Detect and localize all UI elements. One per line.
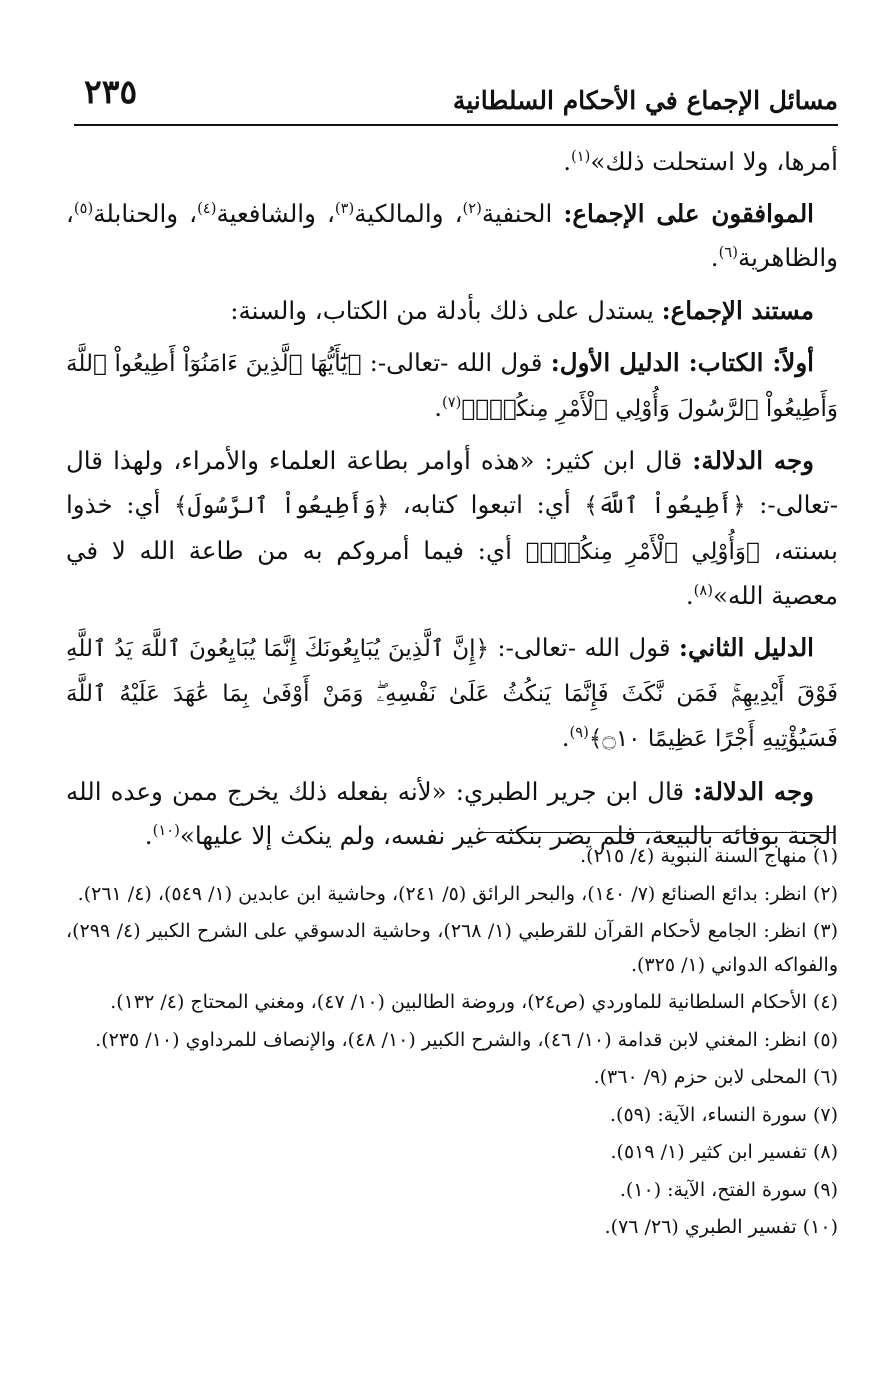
footnote (66, 986, 838, 1020)
paragraph-basis (66, 289, 838, 333)
footnote-text: تفسير الطبري (٢٦/ ٧٦). (604, 1216, 797, 1238)
footnote (66, 878, 838, 912)
footnote (66, 1061, 838, 1095)
paragraph-text: أمرها، ولا استحلت ذلك» (590, 147, 838, 176)
paragraph-text: يستدل على ذلك بأدلة من الكتاب، والسنة: (230, 295, 662, 325)
footnote-ref: (٣) (334, 200, 355, 218)
school-hanbali: ، والحنابلة (93, 199, 198, 229)
footnote-number: (٢) (812, 882, 838, 905)
paragraph-text: قول الله -تعالى-: (488, 633, 679, 663)
footnote (66, 1211, 838, 1245)
footnote-number: (٤) (812, 991, 838, 1013)
footnote-text: منهاج السنة النبوية (٤/ ٢١٥). (580, 845, 807, 867)
footnote (66, 1024, 838, 1058)
footnote-number: (٧) (812, 1103, 838, 1126)
school-hanafi: الحنفية (481, 199, 564, 229)
paragraph-second-inference: وجه الدلالة: قال ابن جرير الطبري: «لأنه بفعله ذلك يخرج ممن وعده الله الجنة بوفائه بالبيعة، فلم يضر بنكثه غير نفسه، ولم ينكث إلا عليها»$^{(١٠)}$. (66, 776, 838, 850)
paragraph-text: قال ابن جرير الطبري: «لأنه بفعله ذلك يخرج ممن وعده الله الجنة بوفائه بالبيعة، فلم يضر بنكثه غير نفسه، ولم ينكث إلا عليها» (66, 776, 838, 850)
footnote (66, 1136, 838, 1170)
quran-verse: ﴿وَأَطِيعُواْ ٱلرَّسُولَ﴾ (173, 493, 390, 520)
footnote-ref: (٤) (197, 200, 217, 218)
paragraph-text: أي: اتبعوا كتابه، (389, 490, 585, 520)
quran-verse: ﴿وَأُوْلِي ٱلْأَمْرِ مِنكُمْۖ﴾ (525, 538, 760, 565)
footnote-text: سورة الفتح، الآية: (١٠). (619, 1178, 807, 1201)
footnote-text: انظر: بدائع الصنائع (٧/ ١٤٠)، والبحر الرائق (٥/ ٢٤١)، وحاشية ابن عابدين (١/ ٥٤٩)، (٤/ ٢٦١). (77, 882, 807, 905)
section-heading: الدليل الثاني: (678, 633, 814, 663)
page-number: ٢٣٥ (84, 72, 138, 111)
school-maliki: ، والمالكية (354, 199, 463, 229)
quran-verse: ﴿يَٰٓأَيُّهَا ٱلَّذِينَ ءَامَنُوٓاْ أَطِيعُواْ ٱللَّهَ وَأَطِيعُواْ ٱلرَّسُولَ وَأُوْلِي ٱلْأَمْرِ مِنكُمْۖ﴾ (66, 350, 838, 423)
paragraph-text: أي: فيما أمروكم به من طاعة الله لا في معصية الله» (66, 535, 838, 610)
footnote-text: سورة النساء، الآية: (٥٩). (610, 1103, 807, 1126)
school-shafii: ، والشافعية (216, 199, 335, 229)
footnote (66, 1174, 838, 1208)
footnote-number: (٩) (812, 1178, 838, 1201)
paragraph-second-evidence: الدليل الثاني: قول الله -تعالى-: ﴿إِنَّ ٱلَّذِينَ يُبَايِعُونَكَ إِنَّمَا يُبَايِعُونَ ٱللَّهَ يَدُ ٱللَّهِ فَوْقَ أَيْدِيهِمْۚ فَمَن نَّكَثَ فَإِنَّمَا يَنكُثُ عَلَىٰ نَفْسِهِۦۖ وَمَنْ أَوْفَىٰ بِمَا عَٰهَدَ عَلَيْهُ ٱللَّهَ فَسَيُؤْتِيهِ أَجْرًا عَظِيمًا ۝١٠﴾$^{(٩)}$. (66, 633, 838, 753)
paragraph-agreeing-schools: الموافقون على الإجماع: الحنفية$^{(٢)}$، والمالكية$^{(٣)}$، والشافعية$^{(٤)}$، والحنابلة$^{(٥)}$، والظاهرية$^{(٦)}$. (66, 199, 838, 273)
footnote-text: انظر: المغني لابن قدامة (١٠/ ٤٦)، والشرح الكبير (١٠/ ٤٨)، والإنصاف للمرداوي (١٠/ ٢٣٥). (95, 1028, 807, 1051)
paragraph-text: قال ابن كثير: «هذه أوامر بطاعة العلماء والأمراء، ولهذا قال -تعالى-: (66, 446, 838, 520)
footnote-number: (٨) (812, 1141, 838, 1163)
section-heading: مستند الإجماع: (661, 295, 814, 325)
paragraph-text: أي: خذوا بسنته، (66, 490, 838, 565)
footnote (66, 840, 838, 874)
footnote-ref: (٩) (569, 724, 589, 742)
school-zahiri: ، والظاهرية (66, 199, 838, 273)
section-heading: وجه الدلالة: (692, 446, 814, 476)
paragraph-text: قول الله -تعالى-: (361, 347, 551, 377)
footnote-number: (٣) (812, 920, 838, 942)
main-text (66, 140, 838, 866)
footnote-text: تفسير ابن كثير (١/ ٥١٩). (610, 1141, 807, 1163)
quran-verse: ﴿إِنَّ ٱلَّذِينَ يُبَايِعُونَكَ إِنَّمَا يُبَايِعُونَ ٱللَّهَ يَدُ ٱللَّهِ فَوْقَ أَيْدِيهِمْۚ فَمَن نَّكَثَ فَإِنَّمَا يَنكُثُ عَلَىٰ نَفْسِهِۦۖ وَمَنْ أَوْفَىٰ بِمَا عَٰهَدَ عَلَيْهُ ٱللَّهَ فَسَيُؤْتِيهِ أَجْرًا عَظِيمًا ۝١٠﴾ (66, 636, 838, 753)
footnote-ref: (٧) (442, 393, 462, 411)
footnote-ref: (٦) (718, 244, 738, 262)
footnote-number: (٦) (812, 1066, 838, 1088)
footnote-ref: (٢) (462, 200, 482, 218)
footnotes (66, 840, 838, 1249)
footnote-text: المحلى لابن حزم (٩/ ٣٦٠). (593, 1066, 807, 1088)
footnote-number: (١) (812, 845, 838, 867)
footnote (66, 1099, 838, 1133)
section-heading: الموافقون على الإجماع: (563, 199, 814, 229)
quran-verse: ﴿أَطِيعُواْ ٱللَّهَ﴾ (584, 493, 746, 520)
footnote-ref: (٨) (693, 581, 713, 599)
paragraph-quote-end: أمرها، ولا استحلت ذلك»$^{(١)}$. (563, 147, 838, 176)
footnote-text: الأحكام السلطانية للماوردي (ص٢٤)، وروضة الطالبين (١٠/ ٤٧)، ومغني المحتاج (٤/ ١٣٢). (110, 991, 807, 1013)
section-heading: أولاً: الكتاب: الدليل الأول: (550, 347, 814, 377)
section-heading: وجه الدلالة: (693, 776, 815, 806)
footnote-ref: (١) (571, 147, 591, 165)
footnote (66, 915, 838, 982)
running-title: مسائل الإجماع في الأحكام السلطانية (452, 86, 838, 115)
page-header (74, 72, 838, 126)
footnote-number: (١٠) (802, 1216, 838, 1238)
footnote-ref: (١٠) (152, 821, 180, 839)
paragraph-first-evidence: أولاً: الكتاب: الدليل الأول: قول الله -تعالى-: ﴿يَٰٓأَيُّهَا ٱلَّذِينَ ءَامَنُوٓاْ أَطِيعُواْ ٱللَّهَ وَأَطِيعُواْ ٱلرَّسُولَ وَأُوْلِي ٱلْأَمْرِ مِنكُمْۖ﴾$^{(٧)}$. (66, 347, 838, 423)
footnote-text: انظر: الجامع لأحكام القرآن للقرطبي (١/ ٢٦٨)، وحاشية الدسوقي على الشرح الكبير (٤/ ٢٩٩)، والفواكه الدواني (١/ ٣٢٥). (66, 920, 838, 976)
footnote-divider (478, 832, 834, 833)
footnote-ref: (٥) (73, 200, 94, 218)
paragraph-first-inference: وجه الدلالة: قال ابن كثير: «هذه أوامر بطاعة العلماء والأمراء، ولهذا قال -تعالى-: ﴿أَطِيعُواْ ٱللَّهَ﴾ أي: اتبعوا كتابه، ﴿وَأَطِيعُواْ ٱلرَّسُولَ﴾ أي: خذوا بسنته، ﴿وَأُوْلِي ٱلْأَمْرِ مِنكُمْۖ﴾ أي: فيما أمروكم به من طاعة الله لا في معصية الله»$^{(٨)}$. (66, 446, 838, 610)
footnote-number: (٥) (812, 1028, 838, 1051)
